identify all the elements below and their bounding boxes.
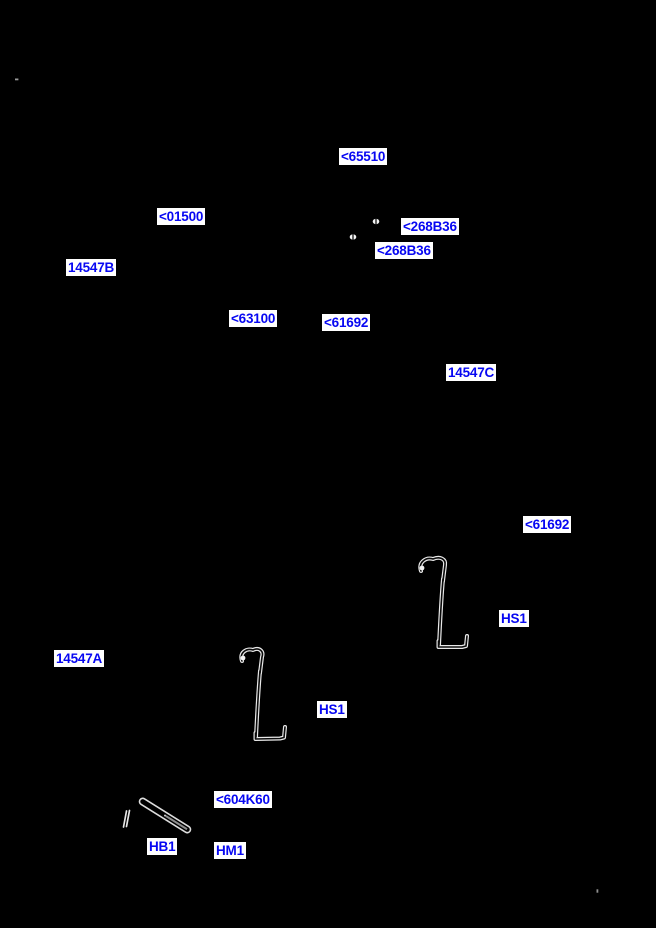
grommet-upper-icon (373, 219, 380, 225)
part-label-14547A[interactable]: 14547A (56, 651, 103, 666)
part-label-14547C[interactable]: 14547C (448, 365, 495, 380)
speck-bottom-right-icon (597, 889, 599, 892)
s-hook-clip-left-icon (241, 649, 285, 739)
part-label-268B36-a[interactable]: <268B36 (403, 219, 457, 234)
grommet-lower-icon (350, 234, 357, 240)
part-label-61692-b[interactable]: <61692 (525, 517, 570, 532)
part-label-61692-a[interactable]: <61692 (324, 315, 369, 330)
part-label-HS1-a[interactable]: HS1 (501, 611, 527, 626)
cotter-clip-icon (124, 811, 130, 828)
part-label-HM1[interactable]: HM1 (216, 843, 244, 858)
part-label-14547B[interactable]: 14547B (68, 260, 115, 275)
part-label-01500[interactable]: <01500 (159, 209, 204, 224)
part-label-63100[interactable]: <63100 (231, 311, 276, 326)
speck-top-left-icon (15, 79, 18, 81)
part-label-HS1-b[interactable]: HS1 (319, 702, 345, 717)
part-label-HB1[interactable]: HB1 (149, 839, 176, 854)
part-label-65510[interactable]: <65510 (341, 149, 386, 164)
part-label-604K60[interactable]: <604K60 (216, 792, 270, 807)
s-hook-clip-right-icon (420, 558, 467, 647)
part-label-268B36-b[interactable]: <268B36 (377, 243, 431, 258)
bolt-rod-icon (138, 797, 191, 834)
